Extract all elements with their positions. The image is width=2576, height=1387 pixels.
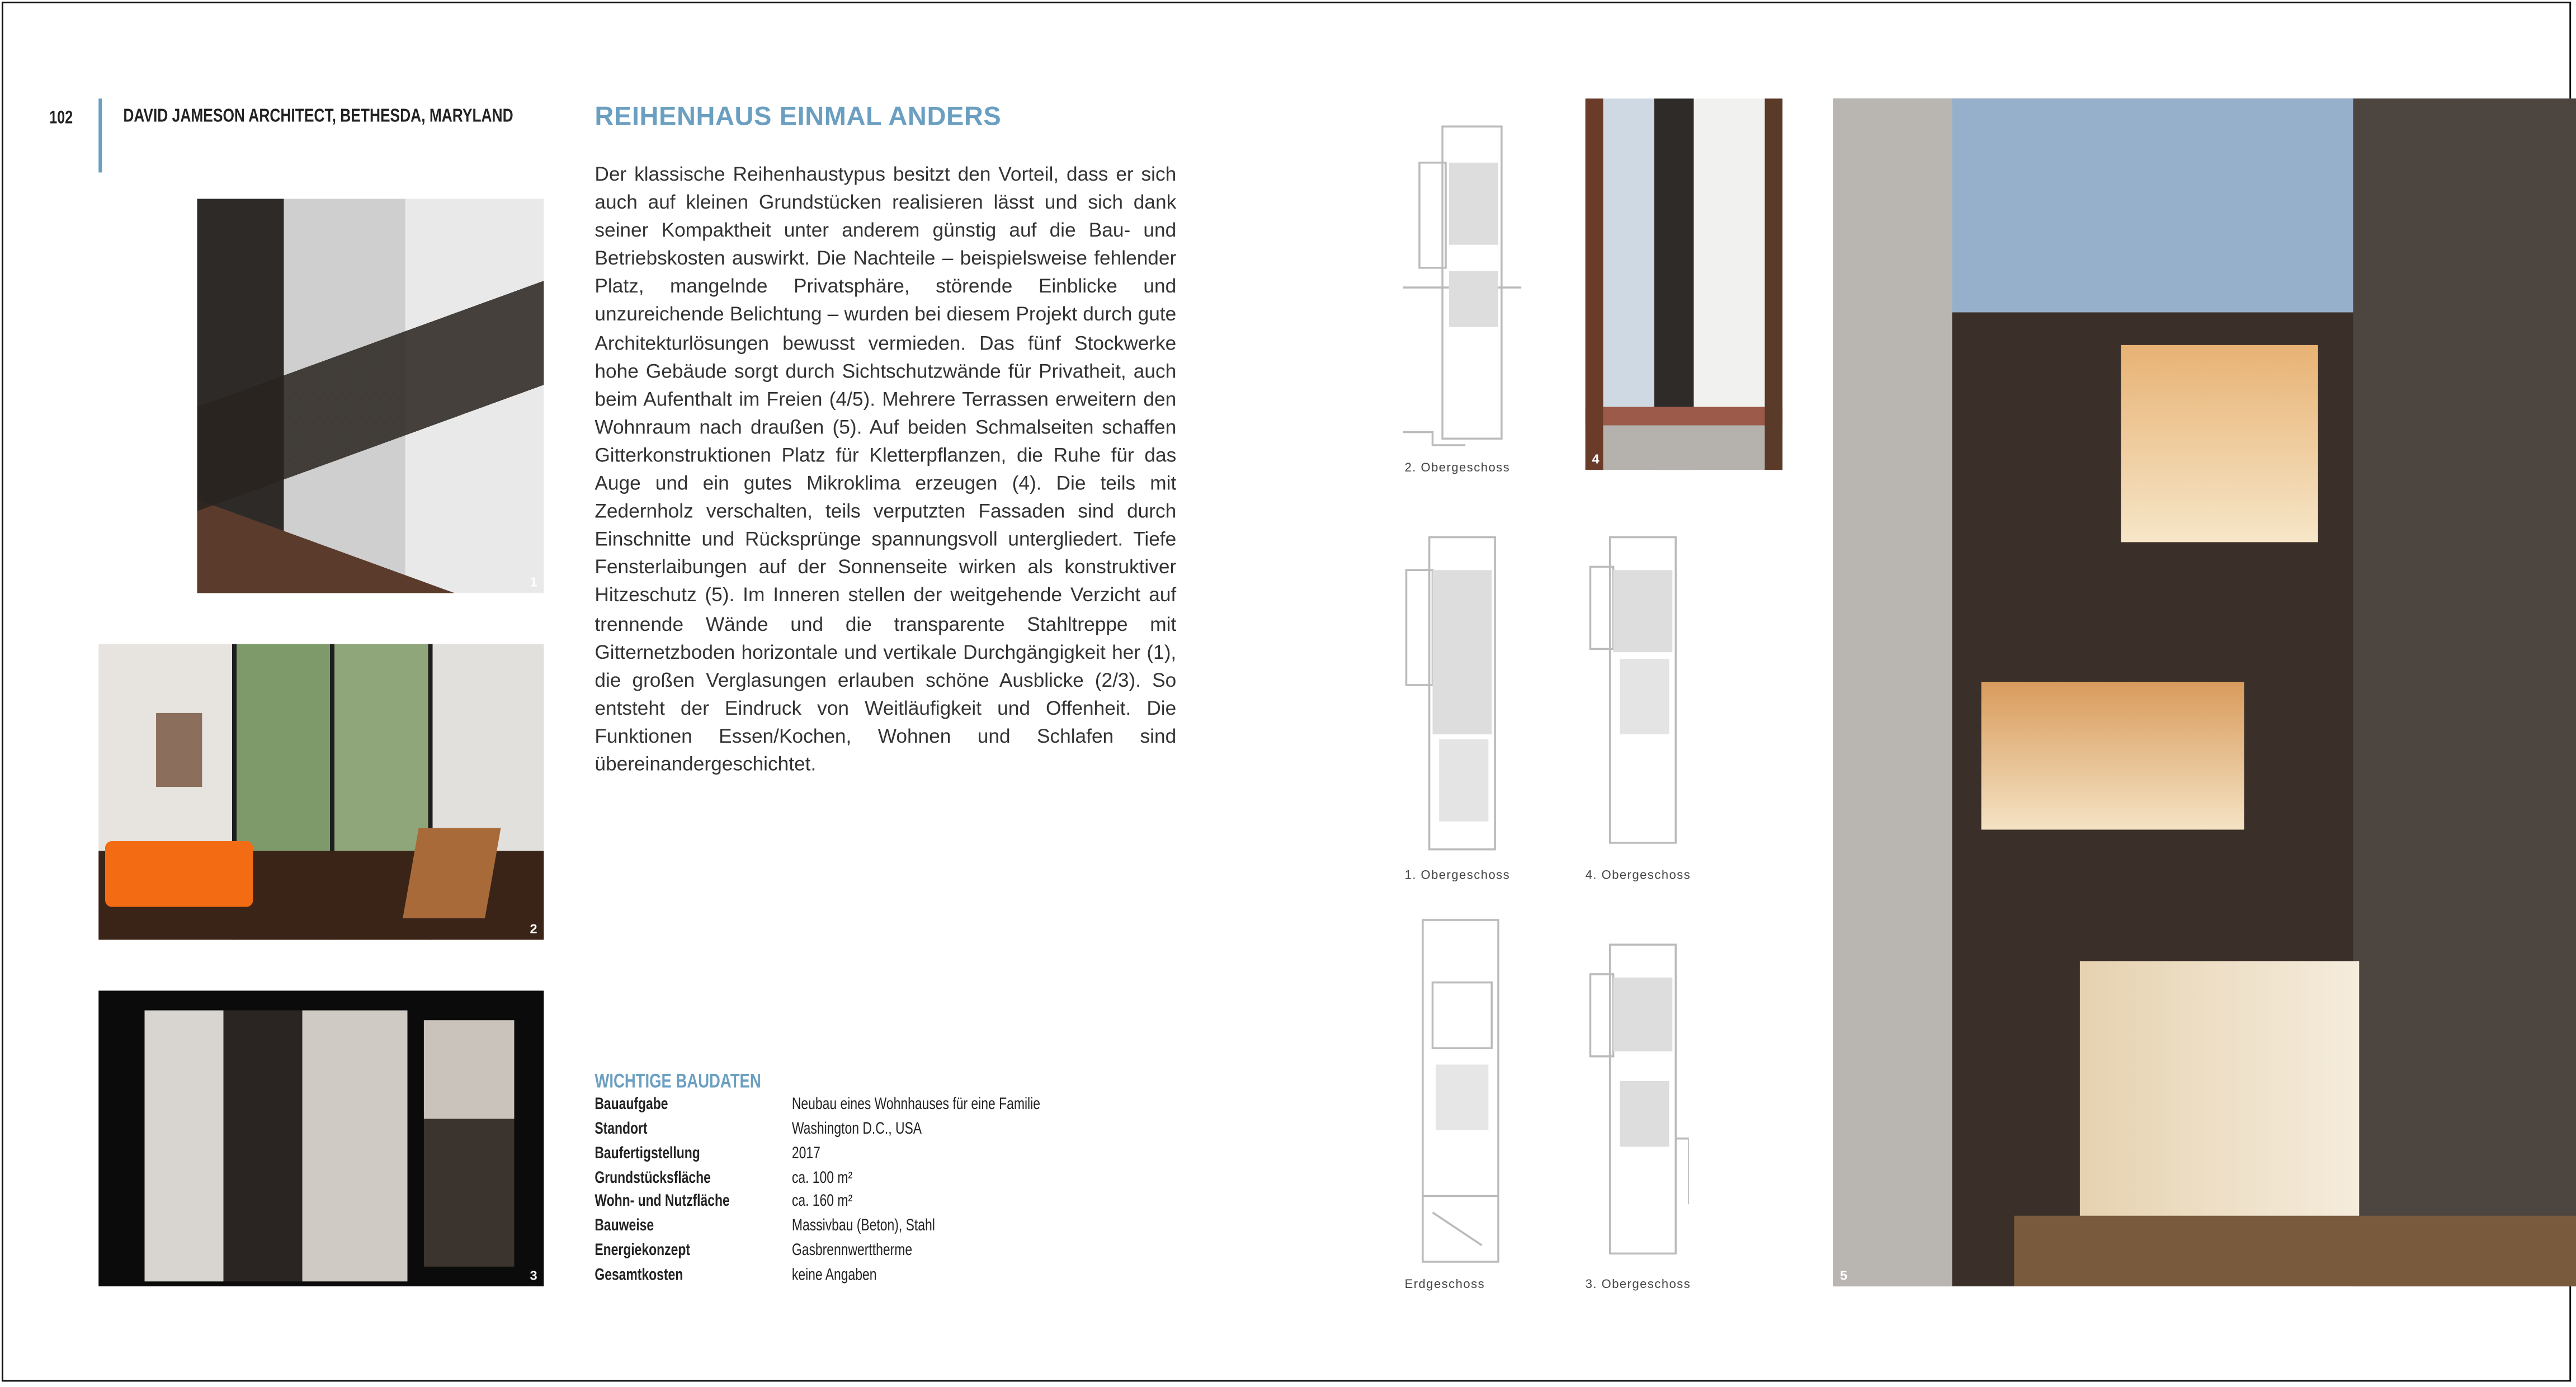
- orange-sofa: [105, 841, 253, 907]
- window-view: [424, 1020, 515, 1267]
- baudaten-value: ca. 100 m²: [791, 1169, 853, 1187]
- wooden-chair: [403, 828, 501, 919]
- baudaten-title: WICHTIGE BAUDATEN: [595, 1069, 761, 1093]
- baudaten-label: Wohn- und Nutzfläche: [595, 1193, 730, 1212]
- baudaten-value: Washington D.C., USA: [791, 1120, 922, 1139]
- photo-number: 2: [530, 921, 537, 937]
- baudaten-value: ca. 160 m²: [791, 1193, 853, 1212]
- running-head: DAVID JAMESON ARCHITECT, BETHESDA, MARYLAND: [123, 106, 513, 127]
- baudaten-label: Standort: [595, 1120, 648, 1139]
- baudaten-label: Bauweise: [595, 1218, 654, 1236]
- plan-label: Erdgeschoss: [1404, 1276, 1485, 1291]
- baudaten-label: Bauaufgabe: [595, 1096, 668, 1114]
- baudaten-label: Gesamtkosten: [595, 1266, 683, 1285]
- photo-number: 3: [530, 1268, 537, 1284]
- body-paragraph: Der klassische Reihenhaustypus besitzt den Vorteil, dass er sich auch auf kleinen Grundstücken realisieren lässt und sich dank seiner Kompaktheit unter anderem günstig auf die Bau- und Betriebskosten auswirkt. Die Nachteile – beispielsweise fehlender Platz, mangelnde Privatsphäre, störende Einblicke und unzureichende Belichtung – wurden bei diesem Projekt durch gute Architekturlösungen bewusst vermieden. Das fünf Stockwerke hohe Gebäude sorgt durch Sichtschutzwände für Privatheit, auch beim Aufenthalt im Freien (4/5). Mehrere Terrassen erweitern den Wohnraum nach draußen (5). Auf beiden Schmalseiten schaffen Gitterkonstruktionen Platz für Kletterpflanzen, die Ruhe für das Auge und ein gutes Mikroklima erzeugen (4). Die teils mit Zedernholz verschalten, teils verputzten Fassaden sind durch Einschnitte und Rücksprünge spannungsvoll untergliedert. Tiefe Fensterlaibungen auf der Sonnenseite wirken als konstruktiver Hitzeschutz (5). Im Inneren stellen der weitgehende Verzicht auf trennende Wände und die transparente Stahltreppe mit Gitternetzboden horizontale und vertikale Durchgängigkeit her (1), die großen Verglasungen erlauben schöne Ausblicke (2/3). So entsteht der Eindruck von Weitläufigkeit und Offenheit. Die Funktionen Essen/Kochen, Wohnen und Schlafen sind übereinandergeschichtet.: [595, 162, 1177, 776]
- window: [1981, 682, 2244, 829]
- header-divider: [98, 98, 101, 172]
- baudaten-value: Massivbau (Beton), Stahl: [791, 1218, 935, 1236]
- article-body: [595, 161, 1176, 779]
- plan-label: 2. Obergeschoss: [1404, 460, 1511, 475]
- baudaten-label: Grundstücksfläche: [595, 1169, 711, 1187]
- baudaten-value: 2017: [791, 1144, 820, 1163]
- floor-plan-eg: [1400, 917, 1508, 1268]
- photo-street-facade: [1586, 98, 1783, 470]
- baudaten-label: Energiekonzept: [595, 1242, 691, 1261]
- photo-number: 1: [530, 575, 537, 590]
- terrace-deck: [2014, 1216, 2576, 1286]
- floor-plan-2og: [1400, 123, 1525, 449]
- window-view: [145, 1011, 408, 1282]
- baudaten-value: keine Angaben: [791, 1266, 877, 1285]
- photo-living-room: [98, 644, 544, 940]
- wall-art: [156, 713, 202, 787]
- photo-number: 4: [1592, 451, 1600, 467]
- plan-label: 3. Obergeschoss: [1585, 1276, 1691, 1291]
- baudaten-label: Baufertigstellung: [595, 1144, 700, 1163]
- article-title: REIHENHAUS EINMAL ANDERS: [595, 103, 1002, 131]
- photo-staircase: [197, 199, 544, 593]
- floor-plan-4og: [1580, 534, 1689, 850]
- plan-label: 1. Obergeschoss: [1404, 867, 1511, 883]
- floor-plan-1og: [1400, 534, 1508, 856]
- photo-number: 5: [1840, 1268, 1848, 1284]
- photo-dining-night: [98, 990, 544, 1286]
- page-number: 102: [49, 108, 73, 129]
- baudaten-value: Neubau eines Wohnhauses für eine Familie: [791, 1096, 1040, 1114]
- floor-plan-3og: [1580, 941, 1689, 1260]
- photo-rear-facade: [1833, 98, 2576, 1286]
- window: [2121, 345, 2318, 542]
- glazed-door: [2080, 961, 2359, 1224]
- baudaten-value: Gasbrennwerttherme: [791, 1242, 913, 1261]
- plan-label: 4. Obergeschoss: [1585, 867, 1691, 883]
